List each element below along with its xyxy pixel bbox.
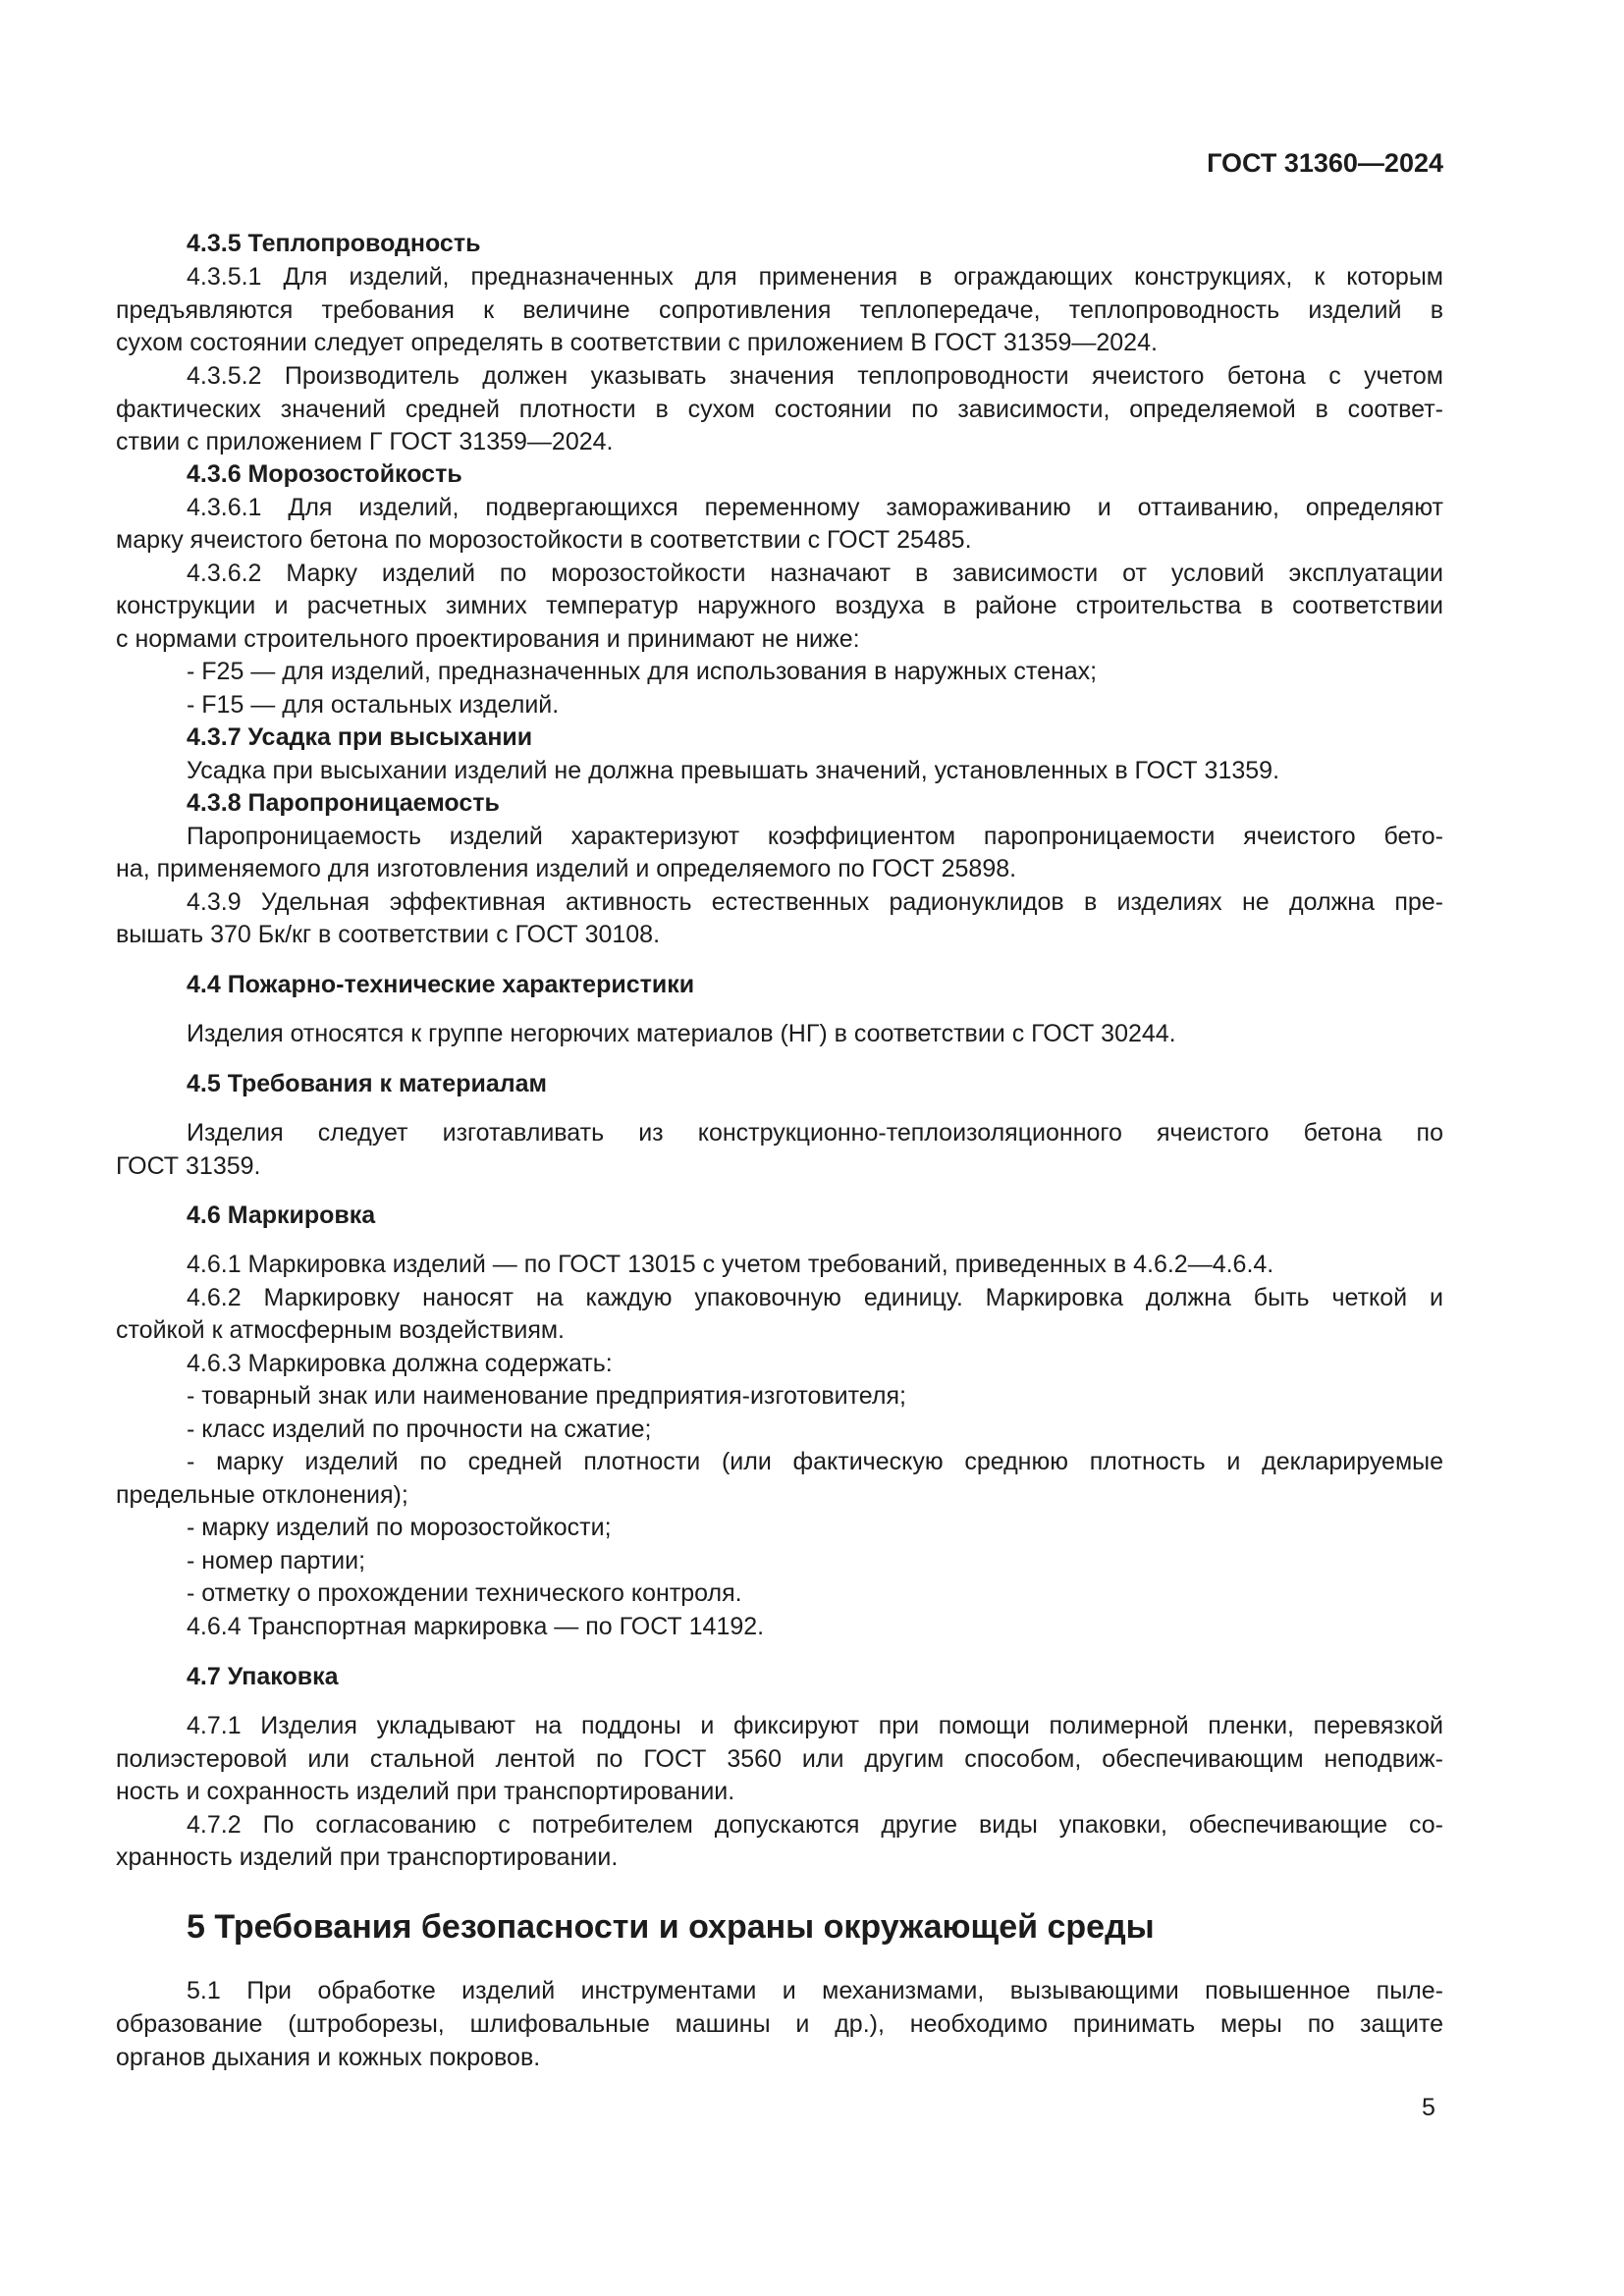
paragraph-line: 4.6.1 Маркировка изделий — по ГОСТ 13015 с учетом требований, приведенных в 4.6.2—4.6.4. <box>187 1251 1274 1278</box>
paragraph-line: ность и сохранность изделий при транспортировании. <box>116 1778 735 1805</box>
paragraph-line: фактических значений средней плотности в сухом состоянии по зависимости, определяемой в соответ- <box>116 396 1443 423</box>
list-item: - марку изделий по морозостойкости; <box>187 1514 612 1541</box>
page-number: 5 <box>1422 2094 1435 2121</box>
paragraph-line: с нормами строительного проектирования и принимают не ниже: <box>116 625 860 653</box>
paragraph-line: полиэстеровой или стальной лентой по ГОСТ 3560 или другим способом, обеспечивающим неподвиж- <box>116 1745 1443 1773</box>
paragraph-line: 4.6.3 Маркировка должна содержать: <box>187 1350 613 1377</box>
section-heading: 4.5 Требования к материалам <box>187 1070 548 1097</box>
paragraph-line: 4.3.5.1 Для изделий, предназначенных для применения в ограждающих конструкциях, к которым <box>187 263 1443 291</box>
paragraph-line: 4.6.4 Транспортная маркировка — по ГОСТ 14192. <box>187 1613 765 1640</box>
list-item-continuation: предельные отклонения); <box>116 1481 408 1509</box>
document-code: ГОСТ 31360—2024 <box>1207 148 1443 178</box>
subsection-heading: 4.3.6 Морозостойкость <box>187 460 462 488</box>
list-item: - товарный знак или наименование предприятия-изготовителя; <box>187 1382 906 1410</box>
list-item: - F25 — для изделий, предназначенных для использования в наружных стенах; <box>187 658 1098 685</box>
paragraph-line: Изделия следует изготавливать из конструкционно-теплоизоляционного ячеистого бетона по <box>187 1119 1443 1147</box>
paragraph-line: ГОСТ 31359. <box>116 1152 261 1180</box>
paragraph-line: ствии с приложением Г ГОСТ 31359—2024. <box>116 428 614 455</box>
list-item: - отметку о прохождении технического контроля. <box>187 1579 742 1607</box>
paragraph-line: 4.3.6.2 Марку изделий по морозостойкости назначают в зависимости от условий эксплуатации <box>187 560 1443 587</box>
chapter-heading: 5 Требования безопасности и охраны окружающей среды <box>187 1908 1155 1946</box>
paragraph-line: вышать 370 Бк/кг в соответствии с ГОСТ 30108. <box>116 921 661 948</box>
paragraph-line: 5.1 При обработке изделий инструментами и механизмами, вызывающими повышенное пыле- <box>187 1977 1443 2004</box>
paragraph-line: сухом состоянии следует определять в соответствии с приложением В ГОСТ 31359—2024. <box>116 329 1158 356</box>
list-item: - марку изделий по средней плотности (или фактическую среднюю плотность и декларируемые <box>187 1448 1443 1475</box>
list-item: - номер партии; <box>187 1547 366 1575</box>
paragraph-line: марку ячеистого бетона по морозостойкости в соответствии с ГОСТ 25485. <box>116 526 972 554</box>
paragraph-line: Изделия относятся к группе негорючих материалов (НГ) в соответствии с ГОСТ 30244. <box>187 1020 1176 1047</box>
section-heading: 4.6 Маркировка <box>187 1201 376 1229</box>
paragraph-line: 4.7.2 По согласованию с потребителем допускаются другие виды упаковки, обеспечивающие со- <box>187 1811 1443 1839</box>
paragraph-line: хранность изделий при транспортировании. <box>116 1843 619 1871</box>
paragraph-line: 4.3.9 Удельная эффективная активность естественных радионуклидов в изделиях не должна пре- <box>187 888 1443 916</box>
subsection-heading: 4.3.7 Усадка при высыхании <box>187 723 533 751</box>
paragraph-line: конструкции и расчетных зимних температур наружного воздуха в районе строительства в соответствии <box>116 592 1443 619</box>
paragraph-line: стойкой к атмосферным воздействиям. <box>116 1316 565 1344</box>
paragraph-line: Усадка при высыхании изделий не должна превышать значений, установленных в ГОСТ 31359. <box>187 757 1280 784</box>
section-heading: 4.4 Пожарно-технические характеристики <box>187 971 695 998</box>
paragraph-line: Паропроницаемость изделий характеризуют коэффициентом паропроницаемости ячеистого бето- <box>187 823 1443 850</box>
paragraph-line: образование (штроборезы, шлифовальные машины и др.), необходимо принимать меры по защите <box>116 2010 1443 2038</box>
list-item: - F15 — для остальных изделий. <box>187 691 560 719</box>
paragraph-line: на, применяемого для изготовления изделий и определяемого по ГОСТ 25898. <box>116 855 1017 882</box>
subsection-heading: 4.3.5 Теплопроводность <box>187 230 481 257</box>
subsection-heading: 4.3.8 Паропроницаемость <box>187 789 500 817</box>
paragraph-line: 4.3.6.1 Для изделий, подвергающихся переменному замораживанию и оттаиванию, определяют <box>187 494 1443 521</box>
list-item: - класс изделий по прочности на сжатие; <box>187 1415 652 1443</box>
paragraph-line: органов дыхания и кожных покровов. <box>116 2044 541 2071</box>
paragraph-line: 4.6.2 Маркировку наносят на каждую упаковочную единицу. Маркировка должна быть четкой и <box>187 1284 1443 1311</box>
paragraph-line: 4.7.1 Изделия укладывают на поддоны и фиксируют при помощи полимерной пленки, перевязкой <box>187 1712 1443 1739</box>
section-heading: 4.7 Упаковка <box>187 1663 339 1690</box>
paragraph-line: предъявляются требования к величине сопротивления теплопередаче, теплопроводность изделий в <box>116 296 1443 324</box>
paragraph-line: 4.3.5.2 Производитель должен указывать значения теплопроводности ячеистого бетона с учетом <box>187 362 1443 390</box>
